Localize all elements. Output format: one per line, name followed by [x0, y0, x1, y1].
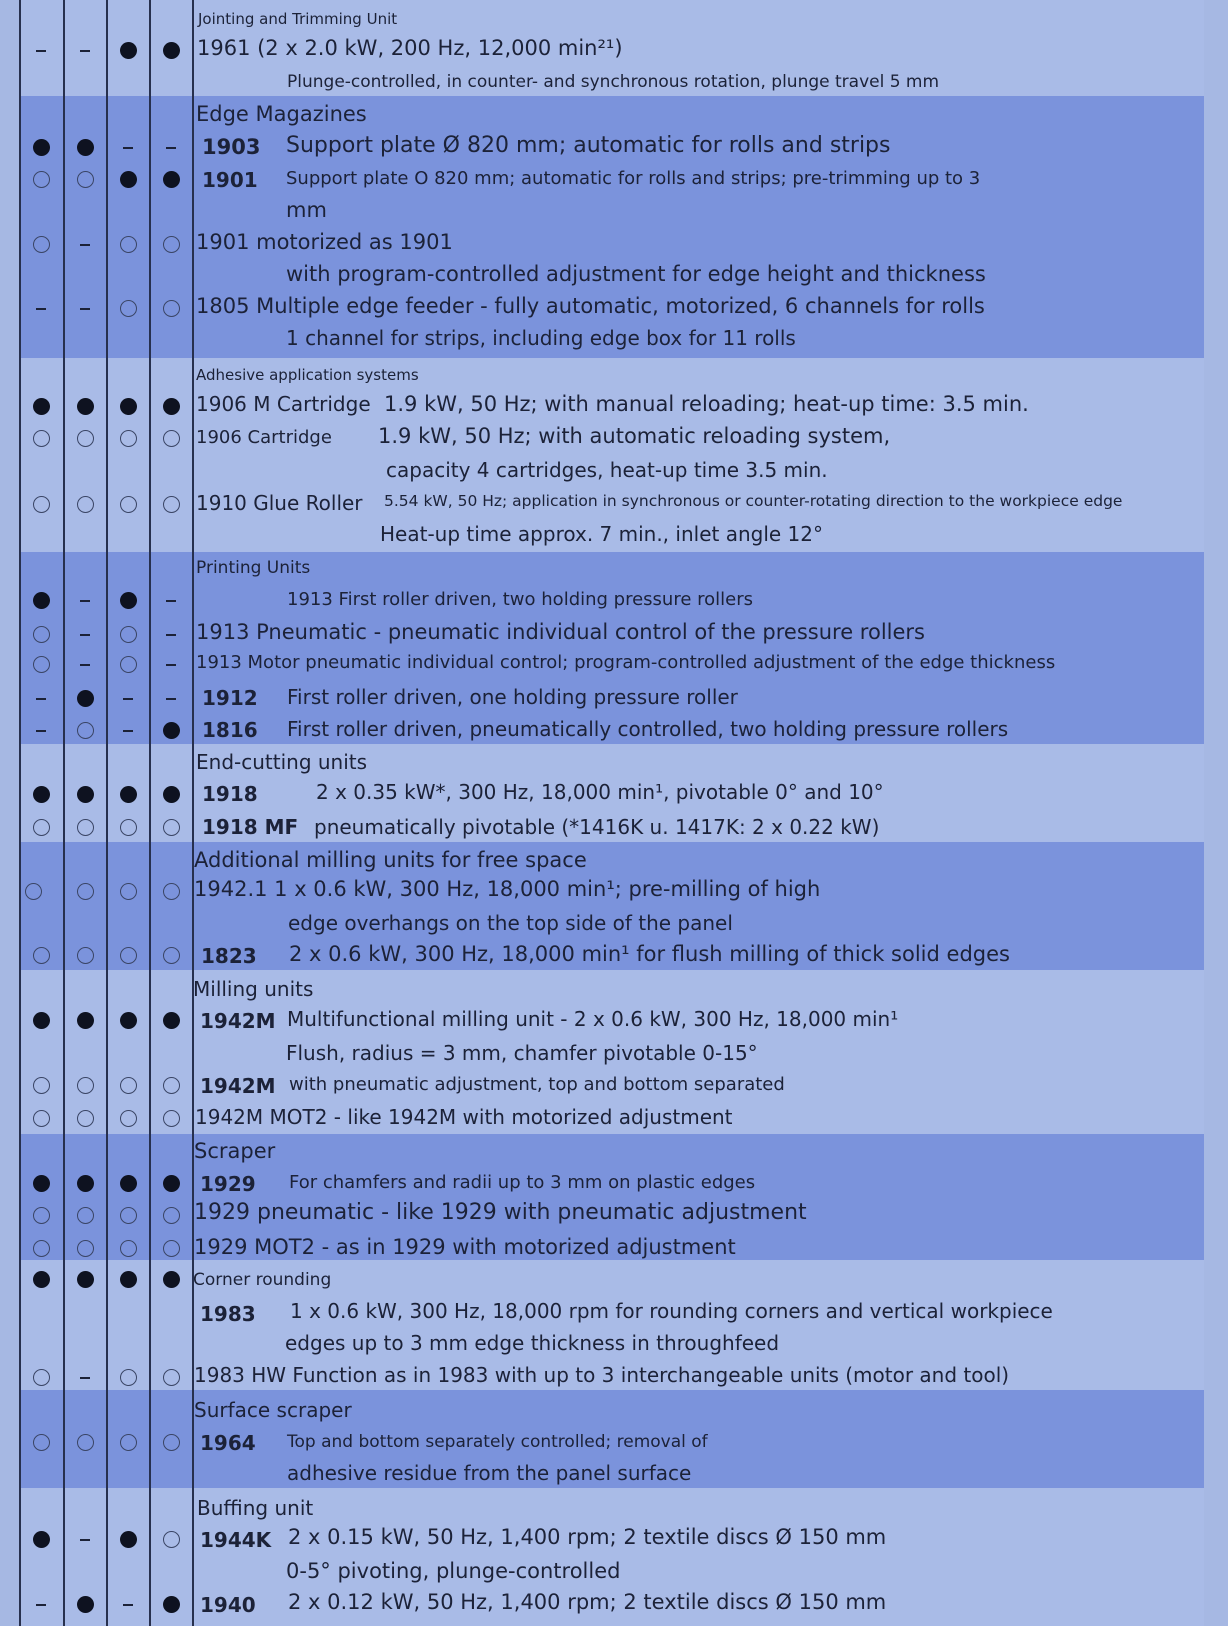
mark-filled	[108, 1169, 148, 1195]
row-code: 1906 M Cartridge	[196, 392, 371, 416]
row-code: 1929 MOT2 - as in 1929 with motorized adjustment	[194, 1235, 736, 1259]
mark-open	[21, 1234, 61, 1260]
row-code: 1805 Multiple edge feeder - fully automatic, motorized, 6 channels for rolls	[196, 294, 985, 318]
mark-dash	[108, 684, 148, 710]
mark-filled	[151, 780, 191, 806]
mark-dash	[21, 294, 61, 320]
mark-dash	[108, 1590, 148, 1616]
row-detail: Flush, radius = 3 mm, chamfer pivotable 0-15°	[286, 1041, 758, 1065]
mark-filled	[21, 1525, 61, 1551]
row-detail: Support plate Ø 820 mm; automatic for rolls and strips	[286, 133, 891, 158]
row-detail: pneumatically pivotable (*1416K u. 1417K: 2 x 0.22 kW)	[314, 815, 880, 839]
mark-open	[108, 294, 148, 320]
row-detail: with pneumatic adjustment, top and bottom separated	[289, 1074, 785, 1095]
row-detail: 1 x 0.6 kW, 300 Hz, 18,000 rpm for rounding corners and vertical workpiece	[290, 1299, 1053, 1323]
mark-filled	[108, 36, 148, 62]
section-header: Printing Units	[196, 558, 311, 578]
mark-open	[21, 1201, 61, 1227]
mark-filled	[65, 392, 105, 418]
mark-open	[151, 294, 191, 320]
row-code: 1944K	[200, 1528, 272, 1552]
row-code: 1912	[202, 686, 258, 710]
section-header: Additional milling units for free space	[194, 848, 587, 872]
row-code: 1942M	[200, 1074, 276, 1098]
row-code: 1961 (2 x 2.0 kW, 200 Hz, 12,000 min²¹)	[197, 36, 623, 60]
row-code: 1983 HW Function as in 1983 with up to 3 interchangeable units (motor and tool)	[194, 1363, 1010, 1387]
row-code: 1903	[202, 135, 261, 159]
mark-filled	[151, 36, 191, 62]
mark-open	[65, 490, 105, 516]
mark-open	[108, 424, 148, 450]
mark-filled	[65, 1169, 105, 1195]
section-header: Jointing and Trimming Unit	[198, 10, 398, 28]
mark-open	[21, 650, 61, 676]
mark-open	[108, 941, 148, 967]
section-header: Milling units	[193, 977, 314, 1001]
section-header: Edge Magazines	[196, 102, 367, 126]
row-code: 1964	[200, 1431, 256, 1455]
row-code: 1816	[202, 718, 258, 742]
row-code: 1901	[202, 168, 258, 192]
row-detail: Top and bottom separately controlled; removal of	[287, 1432, 708, 1452]
mark-filled	[108, 1006, 148, 1032]
mark-filled	[151, 1169, 191, 1195]
mark-filled	[108, 780, 148, 806]
mark-filled	[21, 133, 61, 159]
mark-filled	[21, 1265, 61, 1291]
mark-open	[108, 1428, 148, 1454]
row-code: 1913 Pneumatic - pneumatic individual control of the pressure rollers	[196, 620, 925, 644]
row-code: 1983	[200, 1302, 256, 1326]
mark-open	[21, 1104, 61, 1130]
mark-filled	[65, 684, 105, 710]
row-detail: 1 channel for strips, including edge box for 11 rolls	[286, 326, 796, 350]
mark-open	[21, 620, 61, 646]
row-detail: capacity 4 cartridges, heat-up time 3.5 min.	[386, 458, 828, 482]
row-detail: with program-controlled adjustment for edge height and thickness	[286, 262, 986, 286]
mark-filled	[151, 1006, 191, 1032]
mark-open	[108, 1201, 148, 1227]
mark-open	[65, 1201, 105, 1227]
row-detail: 2 x 0.35 kW*, 300 Hz, 18,000 min¹, pivotable 0° and 10°	[316, 780, 884, 804]
mark-open	[151, 1234, 191, 1260]
row-detail: 5.54 kW, 50 Hz; application in synchronous or counter-rotating direction to the workpiece edge	[384, 492, 1123, 510]
row-detail: 1.9 kW, 50 Hz; with manual reloading; heat-up time: 3.5 min.	[384, 392, 1029, 416]
mark-dash	[151, 650, 191, 676]
row-detail: mm	[286, 198, 327, 222]
mark-filled	[151, 392, 191, 418]
row-detail: Heat-up time approx. 7 min., inlet angle 12°	[380, 522, 823, 546]
row-detail: edges up to 3 mm edge thickness in throughfeed	[285, 1331, 780, 1355]
row-detail: 2 x 0.6 kW, 300 Hz, 18,000 min¹ for flush milling of thick solid edges	[289, 942, 1010, 966]
mark-open	[13, 877, 53, 903]
mark-open	[65, 1071, 105, 1097]
row-detail: Multifunctional milling unit - 2 x 0.6 kW, 300 Hz, 18,000 min¹	[287, 1007, 899, 1031]
mark-open	[151, 877, 191, 903]
mark-open	[108, 813, 148, 839]
row-detail: adhesive residue from the panel surface	[287, 1461, 692, 1485]
row-code: 1940	[200, 1593, 256, 1617]
mark-open	[108, 877, 148, 903]
mark-open	[151, 490, 191, 516]
mark-dash	[151, 586, 191, 612]
row-detail: 2 x 0.15 kW, 50 Hz, 1,400 rpm; 2 textile discs Ø 150 mm	[288, 1525, 887, 1549]
row-detail: 2 x 0.12 kW, 50 Hz, 1,400 rpm; 2 textile discs Ø 150 mm	[288, 1590, 887, 1614]
mark-open	[65, 1104, 105, 1130]
mark-dash	[108, 133, 148, 159]
row-detail: Support plate O 820 mm; automatic for rolls and strips; pre-trimming up to 3	[286, 168, 981, 189]
mark-open	[108, 1071, 148, 1097]
section-header: Corner rounding	[193, 1270, 332, 1290]
mark-open	[151, 1525, 191, 1551]
mark-open	[21, 941, 61, 967]
mark-filled	[21, 392, 61, 418]
mark-filled	[65, 780, 105, 806]
row-code: 1906 Cartridge	[196, 427, 332, 448]
mark-open	[21, 1363, 61, 1389]
mark-filled	[108, 165, 148, 191]
mark-open	[21, 424, 61, 450]
mark-filled	[108, 586, 148, 612]
row-detail: edge overhangs on the top side of the panel	[288, 911, 733, 935]
mark-open	[65, 877, 105, 903]
mark-filled	[21, 1169, 61, 1195]
mark-dash	[21, 684, 61, 710]
mark-filled	[21, 780, 61, 806]
mark-open	[151, 1201, 191, 1227]
mark-filled	[151, 165, 191, 191]
mark-open	[108, 230, 148, 256]
row-detail: 1.9 kW, 50 Hz; with automatic reloading system,	[378, 424, 891, 448]
mark-open	[151, 1104, 191, 1130]
row-code: 1918 MF	[202, 815, 299, 839]
mark-dash	[151, 620, 191, 646]
mark-open	[21, 490, 61, 516]
mark-open	[21, 230, 61, 256]
mark-dash	[65, 650, 105, 676]
row-detail: For chamfers and radii up to 3 mm on plastic edges	[289, 1172, 756, 1193]
mark-open	[151, 941, 191, 967]
row-detail: First roller driven, pneumatically controlled, two holding pressure rollers	[287, 717, 1009, 741]
mark-open	[65, 1428, 105, 1454]
mark-open	[65, 424, 105, 450]
mark-dash	[65, 36, 105, 62]
mark-dash	[65, 586, 105, 612]
mark-open	[21, 813, 61, 839]
row-code: 1901 motorized as 1901	[196, 230, 453, 254]
mark-open	[108, 650, 148, 676]
mark-dash	[65, 1363, 105, 1389]
mark-filled	[108, 1525, 148, 1551]
mark-open	[65, 941, 105, 967]
row-code: 1942.1 1 x 0.6 kW, 300 Hz, 18,000 min¹; pre-milling of high	[194, 877, 821, 901]
mark-dash	[21, 36, 61, 62]
row-detail: First roller driven, one holding pressure roller	[287, 685, 738, 709]
section-header: Scraper	[194, 1139, 276, 1163]
mark-dash	[65, 620, 105, 646]
mark-open	[21, 1071, 61, 1097]
section-bg-printing	[20, 552, 1204, 744]
mark-dash	[21, 1590, 61, 1616]
row-code: 1942M MOT2 - like 1942M with motorized adjustment	[195, 1105, 733, 1129]
mark-filled	[65, 1590, 105, 1616]
mark-dash	[21, 716, 61, 742]
mark-dash	[65, 1525, 105, 1551]
row-code: 1942M	[200, 1009, 276, 1033]
mark-filled	[151, 1590, 191, 1616]
mark-filled	[108, 392, 148, 418]
mark-open	[65, 716, 105, 742]
mark-filled	[65, 133, 105, 159]
mark-open	[151, 1428, 191, 1454]
mark-filled	[65, 1265, 105, 1291]
row-code: 1910 Glue Roller	[196, 491, 363, 515]
mark-open	[151, 1363, 191, 1389]
mark-open	[65, 165, 105, 191]
mark-filled	[108, 1265, 148, 1291]
row-detail: 1913 First roller driven, two holding pressure rollers	[287, 589, 754, 610]
mark-filled	[151, 1265, 191, 1291]
row-code: 1918	[202, 782, 258, 806]
mark-open	[65, 813, 105, 839]
mark-filled	[65, 1006, 105, 1032]
mark-open	[108, 620, 148, 646]
mark-open	[65, 1234, 105, 1260]
mark-open	[151, 1071, 191, 1097]
mark-dash	[65, 294, 105, 320]
mark-open	[108, 490, 148, 516]
mark-open	[108, 1104, 148, 1130]
mark-open	[108, 1363, 148, 1389]
mark-open	[21, 1428, 61, 1454]
mark-open	[151, 813, 191, 839]
section-header: Buffing unit	[197, 1496, 314, 1520]
row-code: 1913 Motor pneumatic individual control; program-controlled adjustment of the edge thickness	[196, 652, 1056, 673]
mark-filled	[151, 716, 191, 742]
mark-dash	[151, 133, 191, 159]
mark-open	[151, 230, 191, 256]
section-header: End-cutting units	[196, 750, 368, 774]
mark-filled	[21, 1006, 61, 1032]
section-header: Surface scraper	[194, 1398, 352, 1422]
mark-dash	[151, 684, 191, 710]
mark-open	[21, 165, 61, 191]
mark-filled	[21, 586, 61, 612]
row-code: 1929	[200, 1172, 256, 1196]
row-detail: 0-5° pivoting, plunge-controlled	[286, 1559, 621, 1583]
row-code: 1929 pneumatic - like 1929 with pneumatic adjustment	[194, 1200, 807, 1225]
mark-dash	[65, 230, 105, 256]
section-header: Adhesive application systems	[196, 366, 419, 384]
mark-open	[108, 1234, 148, 1260]
row-code: 1823	[201, 944, 257, 968]
mark-dash	[108, 716, 148, 742]
row-detail: Plunge-controlled, in counter- and synchronous rotation, plunge travel 5 mm	[287, 72, 940, 92]
mark-open	[151, 424, 191, 450]
